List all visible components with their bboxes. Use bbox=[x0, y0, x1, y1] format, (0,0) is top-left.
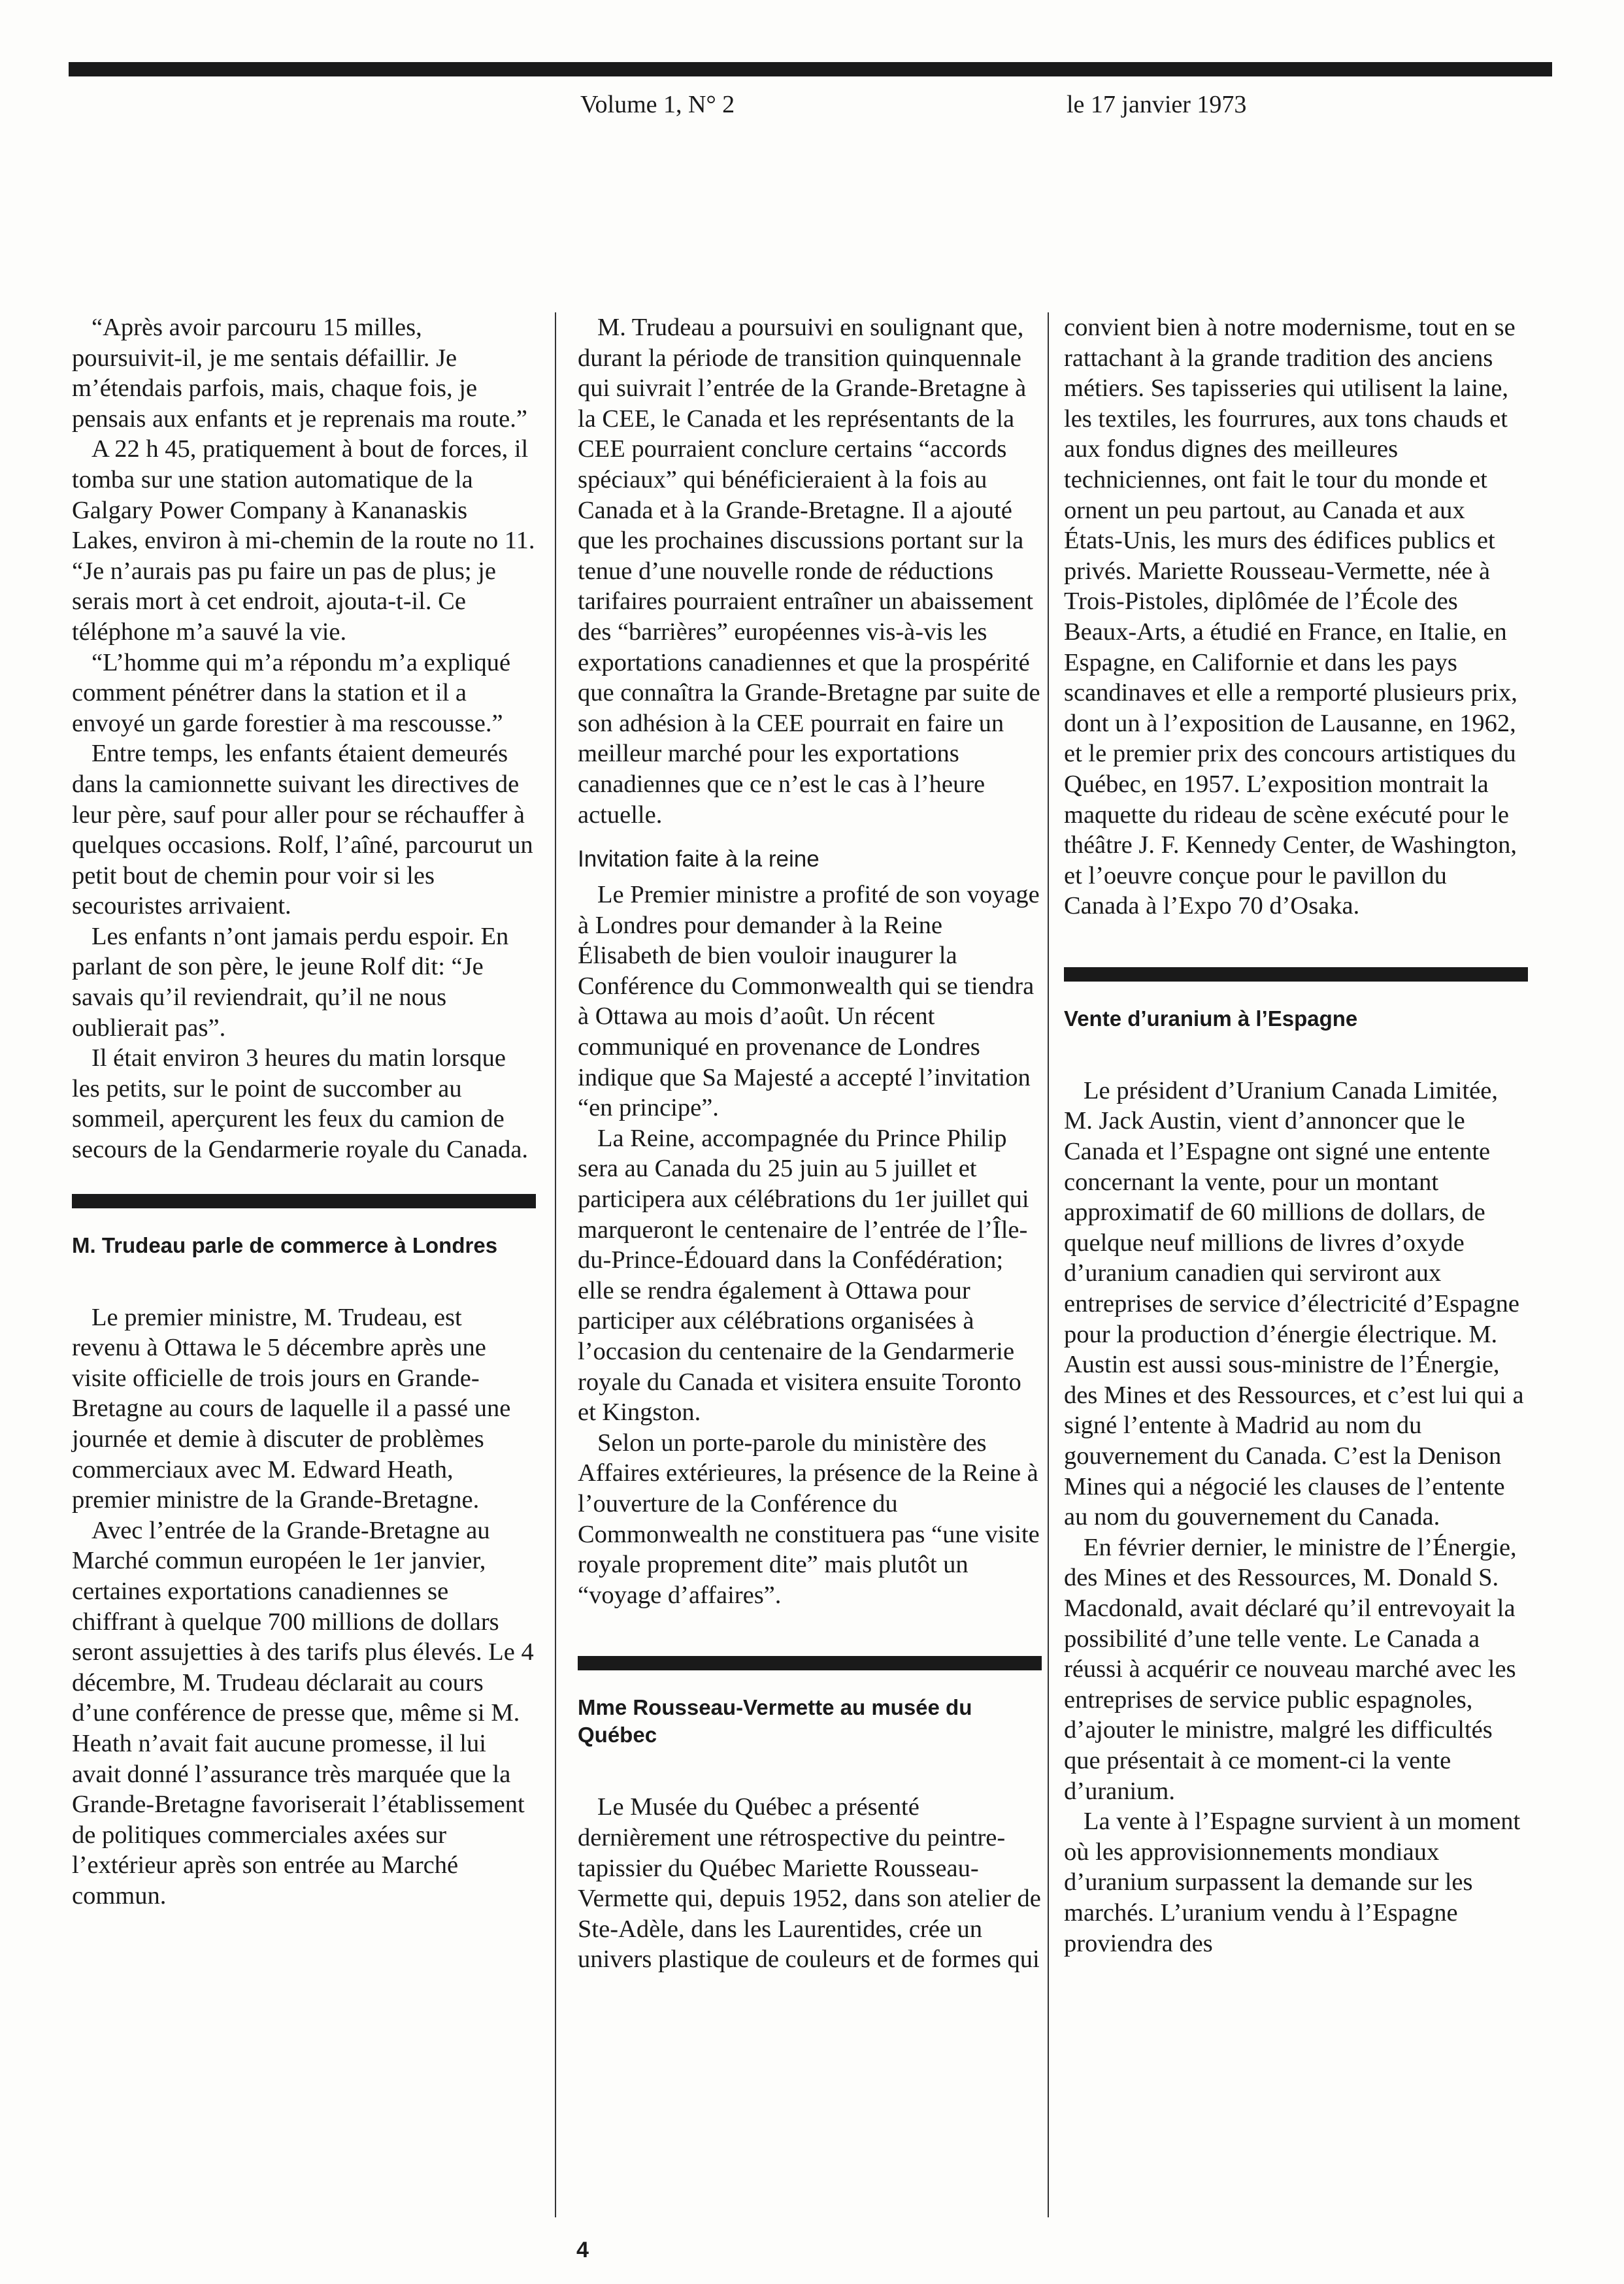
issue-date: le 17 janvier 1973 bbox=[1067, 91, 1247, 118]
article-headline: M. Trudeau parle de commerce à Londres bbox=[72, 1233, 498, 1257]
subheading: Invitation faite à la reine bbox=[578, 846, 820, 872]
paragraph: M. Trudeau a poursuivi en soulignant que, durant la période de transition quinquennale qui suivrait l’entrée de la Grande-Bretagne à la CEE, le Canada et les représentants de la CEE pourraient conclure certains “accords spéciaux” qui bénéficieraient à la fois au Canada et à la Grande-Bretagne. Il a ajouté que les prochaines discussions portant sur la tenue d’une nouvelle ronde de réductions tarifaires pourraient entraîner un abaissement des “barrières” européennes vis-à-vis les exportations canadiennes et que la prospérité que connaîtra la Grande-Bretagne par suite de son adhésion à la CEE pourrait en faire un meilleur marché pour les exportations canadiennes que ce n’est le cas à l’heure actuelle. bbox=[578, 314, 1040, 829]
paragraph: Avec l’entrée de la Grande-Bretagne au Marché commun européen le 1er janvier, certaines exportations canadiennes se chiffrant à quelque 700 millions de dollars seront assujetties à des tarifs plus élevés. Le 4 décembre, M. Trudeau déclarait au cours d’une conférence de presse que, même si M. Heath n’avait fait aucune promesse, il lui avait donné l’assurance très marquée que la Grande-Bretagne favoriserait l’établissement de politiques commerciales axées sur l’extérieur après son entrée au Marché commun. bbox=[72, 1516, 534, 1910]
page-number: 4 bbox=[576, 2238, 589, 2262]
paragraph: “Après avoir parcouru 15 milles, poursuivit-il, je me sentais défaillir. Je m’étendais parfois, mais, chaque fois, je pensais aux enfants et je reprenais ma route.” bbox=[72, 314, 527, 433]
column-3 bbox=[1064, 312, 1528, 1959]
paragraph: La vente à l’Espagne survient à un moment où les approvisionnements mondiaux d’uranium surpassent la demande sur les marchés. L’uranium vendu à l’Espagne proviendra des bbox=[1064, 1808, 1521, 1957]
paragraph: Le Premier ministre a profité de son voyage à Londres pour demander à la Reine Élisabeth de bien vouloir inaugurer la Conférence du Commonwealth qui se tiendra à Ottawa au mois d’août. Un récent communiqué en provenance de Londres indique que Sa Majesté a accepté l’invitation “en principe”. bbox=[578, 881, 1040, 1122]
top-rule bbox=[69, 62, 1552, 76]
column-divider bbox=[1048, 312, 1049, 2217]
paragraph: Le premier ministre, M. Trudeau, est revenu à Ottawa le 5 décembre après une visite officielle de trois jours en Grande-Bretagne au cours de laquelle il a passé une journée et demie à discuter de problèmes commerciaux avec M. Edward Heath, premier ministre de la Grande-Bretagne. bbox=[72, 1303, 511, 1514]
paragraph: Entre temps, les enfants étaient demeurés dans la camionnette suivant les directives de leur père, sauf pour aller pour se réchauffer à quelques occasions. Rolf, l’aîné, parcourut un petit bout de chemin pour voir si les secouristes arrivaient. bbox=[72, 740, 533, 920]
volume-number: Volume 1, N° 2 bbox=[580, 91, 735, 118]
paragraph: Le président d’Uranium Canada Limitée, M. Jack Austin, vient d’annoncer que le Canada et l’Espagne ont signé une entente concernant la vente, pour un montant approximatif de 60 millions de dollars, de quelque neuf millions de livres d’oxyde d’uranium canadien qui serviront aux entreprises de service d’électricité d’Espagne pour la production d’énergie électrique. M. Austin est aussi sous-ministre de l’Énergie, des Mines et des Ressources, et c’est lui qui a signé l’entente à Madrid au nom du gouvernement du Canada. C’est la Denison Mines qui a négocié les clauses de l’entente au nom du gouvernement du Canada. bbox=[1064, 1076, 1524, 1531]
paragraph: En février dernier, le ministre de l’Énergie, des Mines et des Ressources, M. Donald S. Macdonald, avait déclaré qu’il entrevoyait la possibilité d’une telle vente. Le Canada a réussi à acquérir ce nouveau marché avec les entreprises de service public espagnoles, d’ajouter le ministre, malgré les difficultés que présentait à ce moment-ci la vente d’uranium. bbox=[1064, 1533, 1517, 1805]
column-1 bbox=[72, 312, 536, 1912]
column-divider bbox=[555, 312, 556, 2217]
column-2 bbox=[578, 312, 1042, 1975]
paragraph: “L’homme qui m’a répondu m’a expliqué comment pénétrer dans la station et il a envoyé un garde forestier à ma rescousse.” bbox=[72, 648, 511, 737]
paragraph: La Reine, accompagnée du Prince Philip sera au Canada du 25 juin au 5 juillet et participera aux célébrations du 1er juillet qui marqueront le centenaire de l’entrée de l’Île-du-Prince-Édouard dans la Confédération; elle se rendra également à Ottawa pour participer aux célébrations organisées à l’occasion du centenaire de la Gendarmerie royale du Canada et visitera ensuite Toronto et Kingston. bbox=[578, 1124, 1029, 1427]
paragraph: Il était environ 3 heures du matin lorsque les petits, sur le point de succomber au sommeil, aperçurent les feux du camion de secours de la Gendarmerie royale du Canada. bbox=[72, 1044, 529, 1164]
section-rule bbox=[1064, 967, 1528, 982]
paragraph: Les enfants n’ont jamais perdu espoir. En parlant de son père, le jeune Rolf dit: “Je savais qu’il reviendrait, qu’il ne nous oublierait pas”. bbox=[72, 922, 509, 1042]
article-headline: Mme Rousseau-Vermette au musée du Québec bbox=[578, 1695, 972, 1747]
paragraph: Le Musée du Québec a présenté dernièrement une rétrospective du peintre-tapissier du Québec Mariette Rousseau-Vermette qui, depuis 1952, dans son atelier de Ste-Adèle, dans les Laurentides, crée un univers plastique de couleurs et de formes qui bbox=[578, 1793, 1041, 1974]
section-rule bbox=[578, 1656, 1042, 1670]
article-headline: Vente d’uranium à l’Espagne bbox=[1064, 1006, 1358, 1031]
section-rule bbox=[72, 1194, 536, 1208]
paragraph: Selon un porte-parole du ministère des Affaires extérieures, la présence de la Reine à l’ouverture de la Conférence du Commonwealth ne constituera pas “une visite royale proprement dite” mais plutôt un “voyage d’affaires”. bbox=[578, 1429, 1040, 1609]
paragraph: convient bien à notre modernisme, tout en se rattachant à la grande tradition des anciens métiers. Ses tapisseries qui utilisent la laine, les textiles, les fourrures, aux tons chauds et aux fondus dignes des meilleures techniciennes, ont fait le tour du monde et ornent un peu partout, au Canada et aux États-Unis, les murs des édifices publics et privés. Mariette Rousseau-Vermette, née à Trois-Pistoles, diplômée de l’École des Beaux-Arts, a étudié en France, en Italie, en Espagne, en Californie et dans les pays scandinaves et elle a remporté plusieurs prix, dont un à l’exposition de Lausanne, en 1962, et le premier prix des concours artistiques du Québec, en 1957. L’exposition montrait la maquette du rideau de scène exécuté pour le théâtre J. F. Kennedy Center, de Washington, et l’oeuvre conçue pour le pavillon du Canada à l’Expo 70 d’Osaka. bbox=[1064, 314, 1517, 920]
paragraph: A 22 h 45, pratiquement à bout de forces, il tomba sur une station automatique de la Galgary Power Company à Kananaskis Lakes, environ à mi-chemin de la route no 11. “Je n’aurais pas pu faire un pas de plus; je serais mort à cet endroit, ajouta-t-il. Ce téléphone m’a sauvé la vie. bbox=[72, 435, 535, 646]
